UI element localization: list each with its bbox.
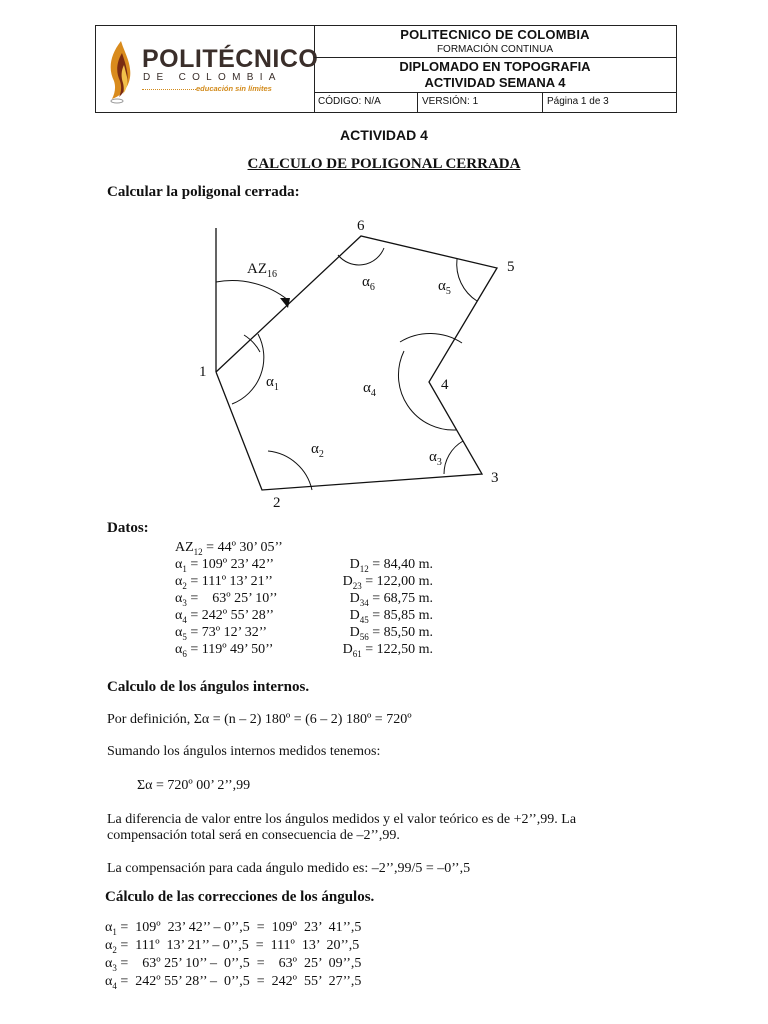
correction-row: $\alpha_4$ = 242º 55’ 28’’ – 0’’,5 = 242º 55’ 27’’,5 <box>105 974 362 991</box>
definition-text: Por definición, Σα = (n – 2) 180º = (6 – 2) 180º = 720º <box>107 712 412 727</box>
alpha-3-label: $\alpha_3$ <box>429 449 442 468</box>
datos-row: $\alpha_3$ = 63º 25’ 10’’ $D_{34} = 68,75$ m. <box>175 591 433 608</box>
vertex-4-label: 4 <box>441 377 449 393</box>
version-cell: VERSIÓN: 1 <box>418 93 543 112</box>
page-cell: Página 1 de 3 <box>547 96 609 107</box>
code-cell: CÓDIGO: N/A <box>314 93 418 112</box>
program-name: DIPLOMADO EN TOPOGRAFIA <box>399 59 591 74</box>
calc-title: CALCULO DE POLIGONAL CERRADA <box>247 156 521 172</box>
per-angle-text: La compensación para cada ángulo medido es: –2’’,99/5 = –0’’,5 <box>107 861 471 876</box>
vertex-3-label: 3 <box>491 470 499 486</box>
alpha-2-label: $\alpha_2$ <box>311 441 324 460</box>
alpha-6-label: $\alpha_6$ <box>362 274 375 293</box>
datos-row: $\alpha_2$ = 111º 13’ 21’’ $D_{23} = 122,00$ m. <box>175 574 433 591</box>
diff-text-1: La diferencia de valor entre los ángulos medidos y el valor teórico es de +2’’,99. La <box>107 812 577 827</box>
summing-text: Sumando los ángulos internos medidos tenemos: <box>107 744 381 759</box>
vertex-1-label: 1 <box>199 364 207 380</box>
datos-row: $\alpha_4$ = 242º 55’ 28’’ $D_{45} = 85,85$ m. <box>175 608 433 625</box>
sum-text: Σα = 720º 00’ 2’’,99 <box>137 778 251 793</box>
correction-row: $\alpha_1$ = 109º 23’ 42’’ – 0’’,5 = 109º 23’ 41’’,5 <box>105 920 362 937</box>
datos-list <box>175 557 445 659</box>
alpha-5-label: $\alpha_5$ <box>438 278 451 297</box>
logo-tagline: educación sin límites <box>196 84 272 93</box>
activity-title: ACTIVIDAD 4 <box>340 127 428 143</box>
datos-row: $\alpha_6$ = 119º 49’ 50’’ $D_{61} = 122,50$ m. <box>175 642 433 659</box>
vertex-6-label: 6 <box>357 218 365 234</box>
corrections-list <box>105 920 361 992</box>
datos-row: $\alpha_5$ = 73º 12’ 32’’ $D_{56} = 85,50$ m. <box>175 625 433 642</box>
vertex-5-label: 5 <box>507 259 515 275</box>
institution-name: POLITECNICO DE COLOMBIA <box>400 27 590 42</box>
vertex-2-label: 2 <box>273 495 281 511</box>
correction-row: $\alpha_2$ = 111º 13’ 21’’ – 0’’,5 = 111º 13’ 20’’,5 <box>105 938 360 955</box>
alpha-1-label: $\alpha_1$ <box>266 374 279 393</box>
activity-name: ACTIVIDAD SEMANA 4 <box>424 75 566 90</box>
internal-heading: Calculo de los ángulos internos. <box>107 679 310 695</box>
azimuth-label: $AZ_{16}$ <box>247 261 277 280</box>
az12-value: $AZ_{12}$ = 44º 30’ 05’’ <box>175 540 283 557</box>
logo-subtitle: DE COLOMBIA <box>143 72 282 83</box>
correction-row: $\alpha_3$ = 63º 25’ 10’’ – 0’’,5 = 63º 25’ 09’’,5 <box>105 956 362 973</box>
corrections-heading: Cálculo de las correcciones de los ángulos. <box>105 889 375 905</box>
datos-row: $\alpha_1$ = 109º 23’ 42’’ $D_{12} = 84,40$ m. <box>175 557 433 574</box>
subunit-name: FORMACIÓN CONTINUA <box>436 44 554 55</box>
diff-text-2: compensación total será en consecuencia de –2’’,99. <box>107 828 400 843</box>
alpha-4-label: $\alpha_4$ <box>363 380 376 399</box>
datos-heading: Datos: <box>107 520 149 536</box>
intro-heading: Calcular la poligonal cerrada: <box>107 184 300 200</box>
logo-wordmark: POLITÉCNICO <box>142 45 319 73</box>
